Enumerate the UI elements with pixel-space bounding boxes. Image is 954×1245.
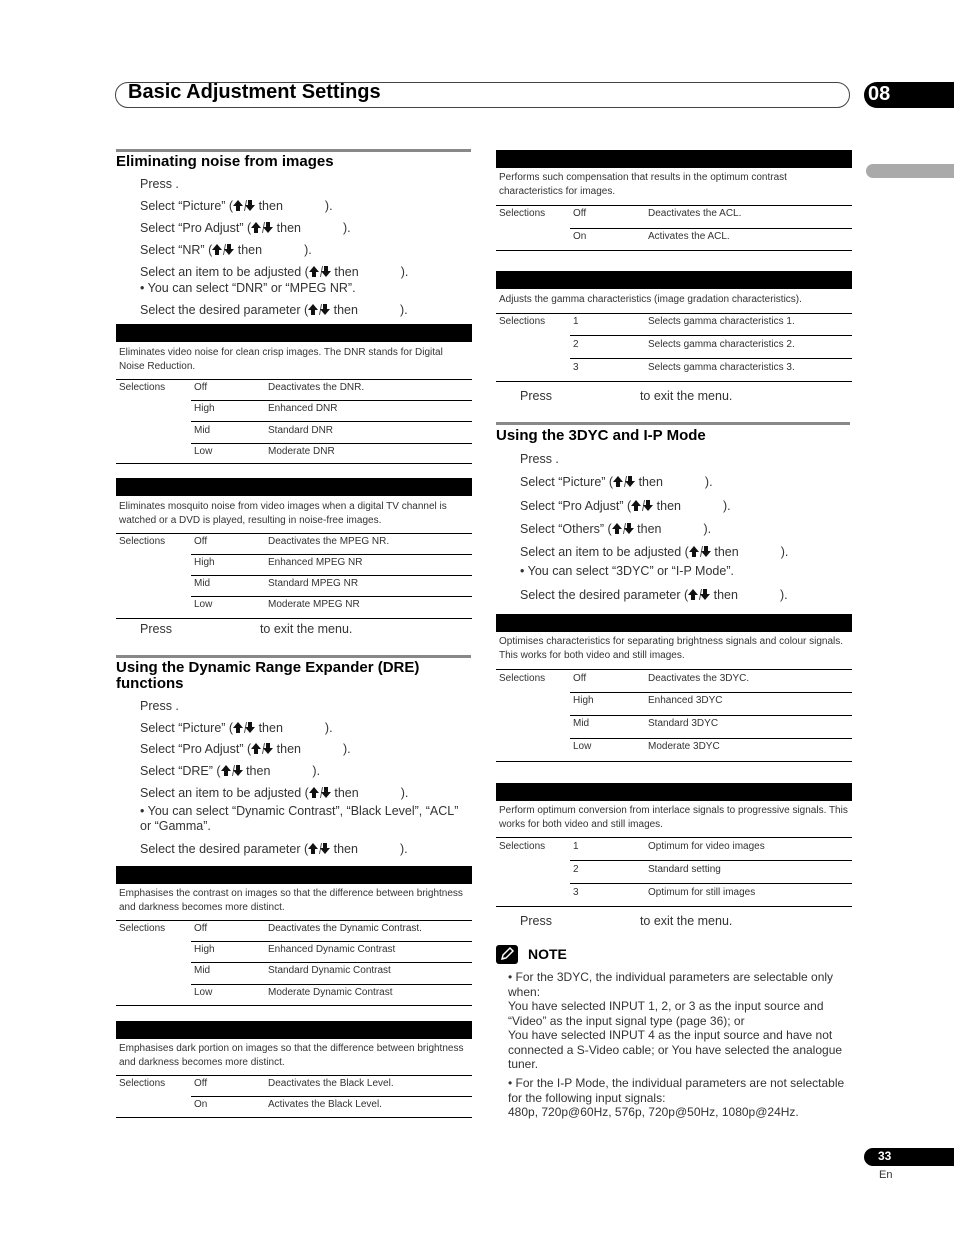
table-cell: Off bbox=[573, 208, 587, 219]
close-text: ). bbox=[342, 221, 351, 235]
table-cell: Off bbox=[194, 923, 208, 934]
divider bbox=[191, 962, 472, 963]
table-header-3dyc bbox=[496, 614, 852, 632]
table-desc: Performs such compensation that results in the optimum contrast characteristics for images. bbox=[499, 172, 787, 197]
divider bbox=[191, 443, 472, 444]
divider bbox=[570, 738, 852, 739]
section-title-dre: Using the Dynamic Range Expander (DRE) functions bbox=[116, 659, 420, 692]
step-2 bbox=[140, 721, 333, 735]
table-cell: High bbox=[194, 944, 215, 955]
close-text: ). bbox=[704, 475, 713, 489]
step-text: Select an item to be adjusted ( bbox=[140, 265, 309, 279]
then-text: then bbox=[334, 265, 359, 279]
close-text: ). bbox=[399, 842, 408, 856]
selections-label: Selections bbox=[499, 673, 546, 684]
note-text: You have selected INPUT 1, 2, or 3 as the input source and “Video” as the input signal type (page 36); or bbox=[508, 999, 824, 1028]
step-6 bbox=[140, 303, 408, 317]
divider bbox=[570, 335, 852, 336]
table-cell: Selects gamma characteristics 1. bbox=[648, 316, 795, 327]
table-cell: Moderate 3DYC bbox=[648, 741, 720, 752]
table-desc: Emphasises dark portion on images so that the difference between brightness and darkness becomes more distinct. bbox=[119, 1043, 464, 1068]
divider bbox=[116, 1075, 472, 1076]
step-text: Select the desired parameter ( bbox=[140, 303, 309, 317]
table-cell: Deactivates the Black Level. bbox=[268, 1078, 394, 1089]
then-text: then bbox=[258, 721, 283, 735]
table-cell: Optimum for still images bbox=[648, 887, 756, 898]
pencil-icon bbox=[496, 945, 518, 964]
table-cell: 1 bbox=[573, 841, 579, 852]
divider bbox=[116, 618, 472, 619]
table-cell: Activates the ACL. bbox=[648, 231, 730, 242]
step-text: Select the desired parameter ( bbox=[140, 842, 309, 856]
close-text: ). bbox=[342, 742, 351, 756]
table-cell: Standard setting bbox=[648, 864, 721, 875]
up-down-arrow-icon bbox=[251, 743, 273, 754]
table-cell: Standard DNR bbox=[268, 425, 334, 436]
then-text: then bbox=[258, 199, 283, 213]
then-text: then bbox=[656, 499, 681, 513]
step-1: Press . bbox=[140, 177, 179, 191]
step-5 bbox=[140, 265, 408, 279]
up-down-arrow-icon bbox=[308, 304, 330, 315]
step-6 bbox=[520, 588, 788, 602]
divider bbox=[191, 1096, 472, 1097]
step-1: Press . bbox=[520, 452, 559, 466]
step-text: Select “Pro Adjust” ( bbox=[140, 742, 252, 756]
bullet-note: • You can select “Dynamic Contrast”, “Black Level”, “ACL” or “Gamma”. bbox=[140, 804, 459, 833]
table-cell: Standard Dynamic Contrast bbox=[268, 965, 391, 976]
note-text: You have selected INPUT 4 as the input source and have not connected a S-Video cable; or You have selected the analogue tuner. bbox=[508, 1028, 843, 1072]
table-cell: High bbox=[573, 695, 594, 706]
close-text: ). bbox=[304, 243, 312, 257]
exit-instruction bbox=[140, 622, 352, 636]
table-header-ip-mode bbox=[496, 783, 852, 801]
table-header-gamma bbox=[496, 271, 852, 289]
selections-label: Selections bbox=[499, 316, 546, 327]
table-cell: On bbox=[573, 231, 587, 242]
then-text: then bbox=[276, 742, 301, 756]
exit-text: Press bbox=[520, 389, 552, 403]
step-text: Select the desired parameter ( bbox=[520, 588, 689, 602]
step-text: Select “Others” ( bbox=[520, 522, 612, 536]
table-cell: Mid bbox=[194, 965, 211, 976]
step-2 bbox=[140, 199, 333, 213]
table-cell: 3 bbox=[573, 887, 579, 898]
table-header-black-level bbox=[116, 1021, 472, 1039]
table-cell: Low bbox=[194, 599, 213, 610]
table-header-mpeg bbox=[116, 478, 472, 496]
note-title: NOTE bbox=[528, 946, 567, 962]
divider bbox=[191, 984, 472, 985]
divider bbox=[570, 692, 852, 693]
exit-text: Press bbox=[140, 622, 172, 636]
step-6 bbox=[140, 842, 408, 856]
close-text: ). bbox=[722, 499, 731, 513]
exit-instruction bbox=[520, 389, 732, 403]
step-text: Select an item to be adjusted ( bbox=[520, 545, 689, 559]
table-cell: Low bbox=[194, 987, 213, 998]
section-rule bbox=[496, 422, 850, 425]
note-text: 480p, 720p@60Hz, 576p, 720p@50Hz, 1080p@24Hz. bbox=[508, 1105, 799, 1119]
table-cell: Enhanced MPEG NR bbox=[268, 557, 363, 568]
table-cell: Deactivates the MPEG NR. bbox=[268, 536, 390, 547]
up-down-arrow-icon bbox=[631, 500, 653, 511]
page-language: En bbox=[879, 1169, 893, 1181]
up-down-arrow-icon bbox=[309, 787, 331, 798]
up-down-arrow-icon bbox=[612, 523, 634, 534]
table-cell: Selects gamma characteristics 3. bbox=[648, 362, 795, 373]
divider bbox=[496, 761, 852, 762]
step-2 bbox=[520, 475, 713, 489]
table-desc: Eliminates video noise for clean crisp images. The DNR stands for Digital Noise Reduction. bbox=[119, 347, 443, 372]
page-title: Basic Adjustment Settings bbox=[128, 81, 381, 103]
selections-label: Selections bbox=[499, 841, 546, 852]
close-text: ). bbox=[399, 303, 408, 317]
table-desc: Perform optimum conversion from interlace signals to progressive signals. This works for both video and still images. bbox=[499, 805, 848, 830]
chapter-number: 08 bbox=[868, 83, 891, 105]
exit-instruction bbox=[520, 914, 732, 928]
table-header-dynamic-contrast bbox=[116, 866, 472, 884]
table-cell: Off bbox=[194, 382, 208, 393]
table-desc: Optimises characteristics for separating brightness signals and colour signals. This works for both video and still images. bbox=[499, 636, 844, 661]
then-text: then bbox=[276, 221, 301, 235]
close-text: ). bbox=[324, 721, 333, 735]
table-cell: Mid bbox=[573, 718, 590, 729]
table-cell: Deactivates the ACL. bbox=[648, 208, 742, 219]
table-cell: Deactivates the Dynamic Contrast. bbox=[268, 923, 422, 934]
table-cell: Off bbox=[573, 673, 587, 684]
divider bbox=[496, 250, 852, 251]
table-cell: Moderate MPEG NR bbox=[268, 599, 360, 610]
up-down-arrow-icon bbox=[688, 589, 710, 600]
table-cell: Enhanced Dynamic Contrast bbox=[268, 944, 396, 955]
table-cell: Low bbox=[573, 741, 592, 752]
step-5 bbox=[140, 786, 408, 800]
then-text: then bbox=[637, 522, 662, 536]
then-text: then bbox=[714, 545, 739, 559]
up-down-arrow-icon bbox=[613, 476, 635, 487]
table-cell: High bbox=[194, 403, 215, 414]
page-number: 33 bbox=[878, 1149, 892, 1163]
divider bbox=[191, 575, 472, 576]
then-text: then bbox=[638, 475, 663, 489]
divider bbox=[570, 883, 852, 884]
exit-tail: to exit the menu. bbox=[639, 389, 733, 403]
table-cell: Enhanced DNR bbox=[268, 403, 338, 414]
up-down-arrow-icon bbox=[233, 722, 255, 733]
table-cell: Low bbox=[194, 446, 213, 457]
table-cell: Mid bbox=[194, 425, 211, 436]
table-cell: 2 bbox=[573, 339, 579, 350]
step-text: Select “NR” ( bbox=[140, 243, 213, 257]
table-cell: Moderate DNR bbox=[268, 446, 335, 457]
divider bbox=[191, 421, 472, 422]
close-text: ). bbox=[400, 786, 409, 800]
table-cell: Activates the Black Level. bbox=[268, 1099, 382, 1110]
up-down-arrow-icon bbox=[689, 546, 711, 557]
step-text: Select “Pro Adjust” ( bbox=[140, 221, 252, 235]
then-text: then bbox=[713, 588, 738, 602]
divider bbox=[191, 554, 472, 555]
table-cell: Off bbox=[194, 1078, 208, 1089]
bullet-note: • You can select “DNR” or “MPEG NR”. bbox=[140, 281, 356, 295]
up-down-arrow-icon bbox=[251, 222, 273, 233]
divider bbox=[496, 313, 852, 314]
table-cell: Enhanced 3DYC bbox=[648, 695, 723, 706]
divider bbox=[570, 715, 852, 716]
table-header-dnr bbox=[116, 324, 472, 342]
divider bbox=[496, 381, 852, 382]
table-desc: Eliminates mosquito noise from video images when a digital TV channel is watched or a DVD is played, resulting in noise-free images. bbox=[119, 501, 447, 526]
table-cell: Standard 3DYC bbox=[648, 718, 719, 729]
close-text: ). bbox=[779, 588, 788, 602]
divider bbox=[496, 837, 852, 838]
up-down-arrow-icon bbox=[308, 843, 330, 854]
divider bbox=[496, 906, 852, 907]
note-bullet-1: • For the 3DYC, the individual parameters are selectable only when: bbox=[508, 970, 834, 999]
selections-label: Selections bbox=[119, 1078, 166, 1089]
up-down-arrow-icon bbox=[233, 200, 255, 211]
up-down-arrow-icon bbox=[221, 765, 243, 776]
close-text: ). bbox=[324, 199, 333, 213]
divider bbox=[116, 463, 472, 464]
step-text: Select “Picture” ( bbox=[140, 199, 234, 213]
table-cell: Mid bbox=[194, 578, 211, 589]
then-text: then bbox=[334, 786, 359, 800]
divider bbox=[570, 358, 852, 359]
section-rule bbox=[116, 655, 471, 658]
step-text: Select “DRE” ( bbox=[140, 764, 221, 778]
section-title-3dyc: Using the 3DYC and I-P Mode bbox=[496, 427, 706, 444]
divider bbox=[570, 860, 852, 861]
bullet-note: • You can select “3DYC” or “I-P Mode”. bbox=[520, 564, 734, 578]
close-text: ). bbox=[780, 545, 789, 559]
step-text: Select “Picture” ( bbox=[140, 721, 234, 735]
close-text: ). bbox=[312, 764, 321, 778]
divider bbox=[116, 920, 472, 921]
divider bbox=[191, 596, 472, 597]
then-text: then bbox=[333, 303, 358, 317]
table-desc: Adjusts the gamma characteristics (image gradation characteristics). bbox=[499, 294, 802, 305]
divider bbox=[116, 1117, 472, 1118]
selections-label: Selections bbox=[499, 208, 546, 219]
step-1: Press . bbox=[140, 699, 179, 713]
table-cell: 1 bbox=[573, 316, 579, 327]
selections-label: Selections bbox=[119, 923, 166, 934]
table-header-acl bbox=[496, 150, 852, 168]
step-text: Select an item to be adjusted ( bbox=[140, 786, 309, 800]
then-text: then bbox=[237, 243, 263, 257]
step-text: Select “Pro Adjust” ( bbox=[520, 499, 632, 513]
step-3 bbox=[140, 742, 351, 756]
divider bbox=[496, 205, 852, 206]
up-down-arrow-icon bbox=[212, 244, 234, 255]
table-cell: Off bbox=[194, 536, 208, 547]
note-bullet-2: • For the I-P Mode, the individual parameters are not selectable for the following input signals: bbox=[508, 1076, 845, 1105]
divider bbox=[116, 1005, 472, 1006]
step-3 bbox=[140, 221, 351, 235]
divider bbox=[191, 941, 472, 942]
table-cell: Selects gamma characteristics 2. bbox=[648, 339, 795, 350]
step-5 bbox=[520, 545, 788, 559]
step-4 bbox=[140, 243, 312, 257]
close-text: ). bbox=[400, 265, 409, 279]
table-cell: Moderate Dynamic Contrast bbox=[268, 987, 393, 998]
divider bbox=[496, 669, 852, 670]
selections-label: Selections bbox=[119, 536, 166, 547]
up-down-arrow-icon bbox=[309, 266, 331, 277]
table-cell: Deactivates the 3DYC. bbox=[648, 673, 750, 684]
side-tab bbox=[866, 164, 954, 178]
table-cell: Standard MPEG NR bbox=[268, 578, 359, 589]
step-4 bbox=[520, 522, 711, 536]
table-desc: Emphasises the contrast on images so that the difference between brightness and darkness becomes more distinct. bbox=[119, 888, 463, 913]
step-3 bbox=[520, 499, 731, 513]
section-title-nr: Eliminating noise from images bbox=[116, 153, 334, 170]
selections-label: Selections bbox=[119, 382, 166, 393]
then-text: then bbox=[246, 764, 271, 778]
table-cell: Optimum for video images bbox=[648, 841, 765, 852]
exit-tail: to exit the menu. bbox=[259, 622, 353, 636]
divider bbox=[116, 379, 472, 380]
divider bbox=[116, 533, 472, 534]
section-rule bbox=[116, 149, 471, 152]
divider bbox=[191, 400, 472, 401]
table-cell: High bbox=[194, 557, 215, 568]
step-text: Select “Picture” ( bbox=[520, 475, 614, 489]
close-text: ). bbox=[703, 522, 712, 536]
then-text: then bbox=[333, 842, 358, 856]
divider bbox=[570, 228, 852, 229]
step-4 bbox=[140, 764, 320, 778]
table-cell: Deactivates the DNR. bbox=[268, 382, 365, 393]
exit-tail: to exit the menu. bbox=[639, 914, 733, 928]
exit-text: Press bbox=[520, 914, 552, 928]
table-cell: 2 bbox=[573, 864, 579, 875]
table-cell: 3 bbox=[573, 362, 579, 373]
table-cell: On bbox=[194, 1099, 208, 1110]
